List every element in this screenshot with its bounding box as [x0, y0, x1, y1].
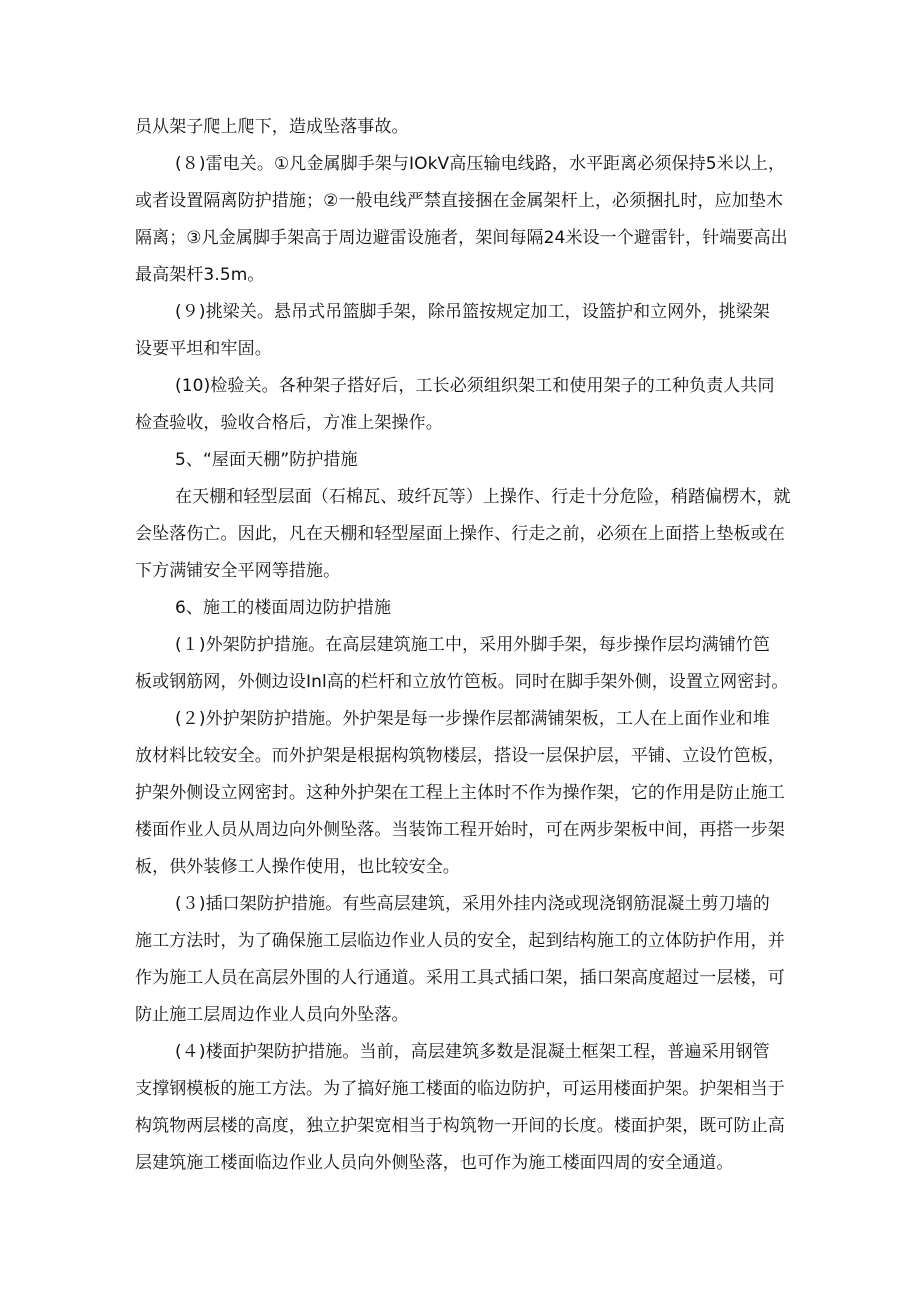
section-heading: 5、“屋面天棚”防护措施 — [175, 450, 358, 470]
text-line: 检查验收，验收合格后，方准上架操作。 — [135, 413, 443, 433]
text-line: (２)外护架防护措施。外护架是每一步操作层都满铺架板，工人在上面作业和堆 — [175, 709, 770, 729]
text-line: 会坠落伤亡。因此，凡在天棚和轻型屋面上操作、行走之前，必须在上面搭上垫板或在 — [135, 524, 785, 544]
text-line: 板或钢筋网，外侧边设Inl高的栏杆和立放竹笆板。同时在脚手架外侧，设置立网密封。 — [135, 672, 789, 692]
text-line: 构筑物两层楼的高度，独立护架宽相当于构筑物一开间的长度。楼面护架，既可防止高 — [135, 1116, 785, 1136]
text-line: 层建筑施工楼面临边作业人员向外侧坠落，也可作为施工楼面四周的安全通道。 — [135, 1153, 734, 1173]
text-line: 隔离；③凡金属脚手架高于周边避雷设施者，架间每隔24米设一个避雷针，针端要高出 — [135, 228, 788, 248]
section-heading: 6、施工的楼面周边防护措施 — [175, 598, 392, 618]
text-line: (８)雷电关。①凡金属脚手架与IOkV高压输电线路，水平距离必须保持5米以上， — [175, 154, 786, 174]
text-line: 防止施工层周边作业人员向外坠落。 — [135, 1005, 409, 1025]
text-line: 员从架子爬上爬下，造成坠落事故。 — [135, 117, 409, 137]
text-line: 楼面作业人员从周边向外侧坠落。当装饰工程开始时，可在两步架板中间，再搭一步架 — [135, 820, 785, 840]
text-line: 施工方法时，为了确保施工层临边作业人员的安全，起到结构施工的立体防护作用，并 — [135, 931, 785, 951]
text-line: 护架外侧设立网密封。这种外护架在工程上主体时不作为操作架，它的作用是防止施工 — [135, 783, 785, 803]
text-line: 设要平坦和牢固。 — [135, 339, 272, 359]
text-line: (９)挑梁关。悬吊式吊篮脚手架，除吊篮按规定加工，设篮护和立网外，挑梁架 — [175, 302, 770, 322]
text-line: 板，供外装修工人操作使用，也比较安全。 — [135, 857, 460, 877]
text-line: 支撑钢模板的施工方法。为了搞好施工楼面的临边防护，可运用楼面护架。护架相当于 — [135, 1079, 785, 1099]
text-line: (10)检验关。各种架子搭好后，工长必须组织架工和使用架子的工种负责人共同 — [175, 376, 775, 396]
text-line: 在天棚和轻型层面（石棉瓦、玻纤瓦等）上操作、行走十分危险，稍踏偏楞木，就 — [175, 487, 791, 507]
text-line: (３)插口架防护措施。有些高层建筑，采用外挂内浇或现浇钢筋混凝土剪刀墙的 — [175, 894, 770, 914]
text-line: 放材料比较安全。而外护架是根据构筑物楼层，搭设一层保护层，平铺、立设竹笆板， — [135, 746, 785, 766]
text-line: 或者设置隔离防护措施；②一般电线严禁直接捆在金属架杆上，必须捆扎时，应加垫木 — [135, 191, 784, 211]
text-line: 作为施工人员在高层外围的人行通道。采用工具式插口架，插口架高度超过一层楼，可 — [135, 968, 785, 988]
text-line: (１)外架防护措施。在高层建筑施工中，采用外脚手架，每步操作层均满铺竹笆 — [175, 635, 770, 655]
text-line: 最高架杆3.5m。 — [135, 265, 265, 285]
text-line: (４)楼面护架防护措施。当前，高层建筑多数是混凝土框架工程，普遍采用钢管 — [175, 1042, 770, 1062]
text-line: 下方满铺安全平网等措施。 — [135, 561, 341, 581]
